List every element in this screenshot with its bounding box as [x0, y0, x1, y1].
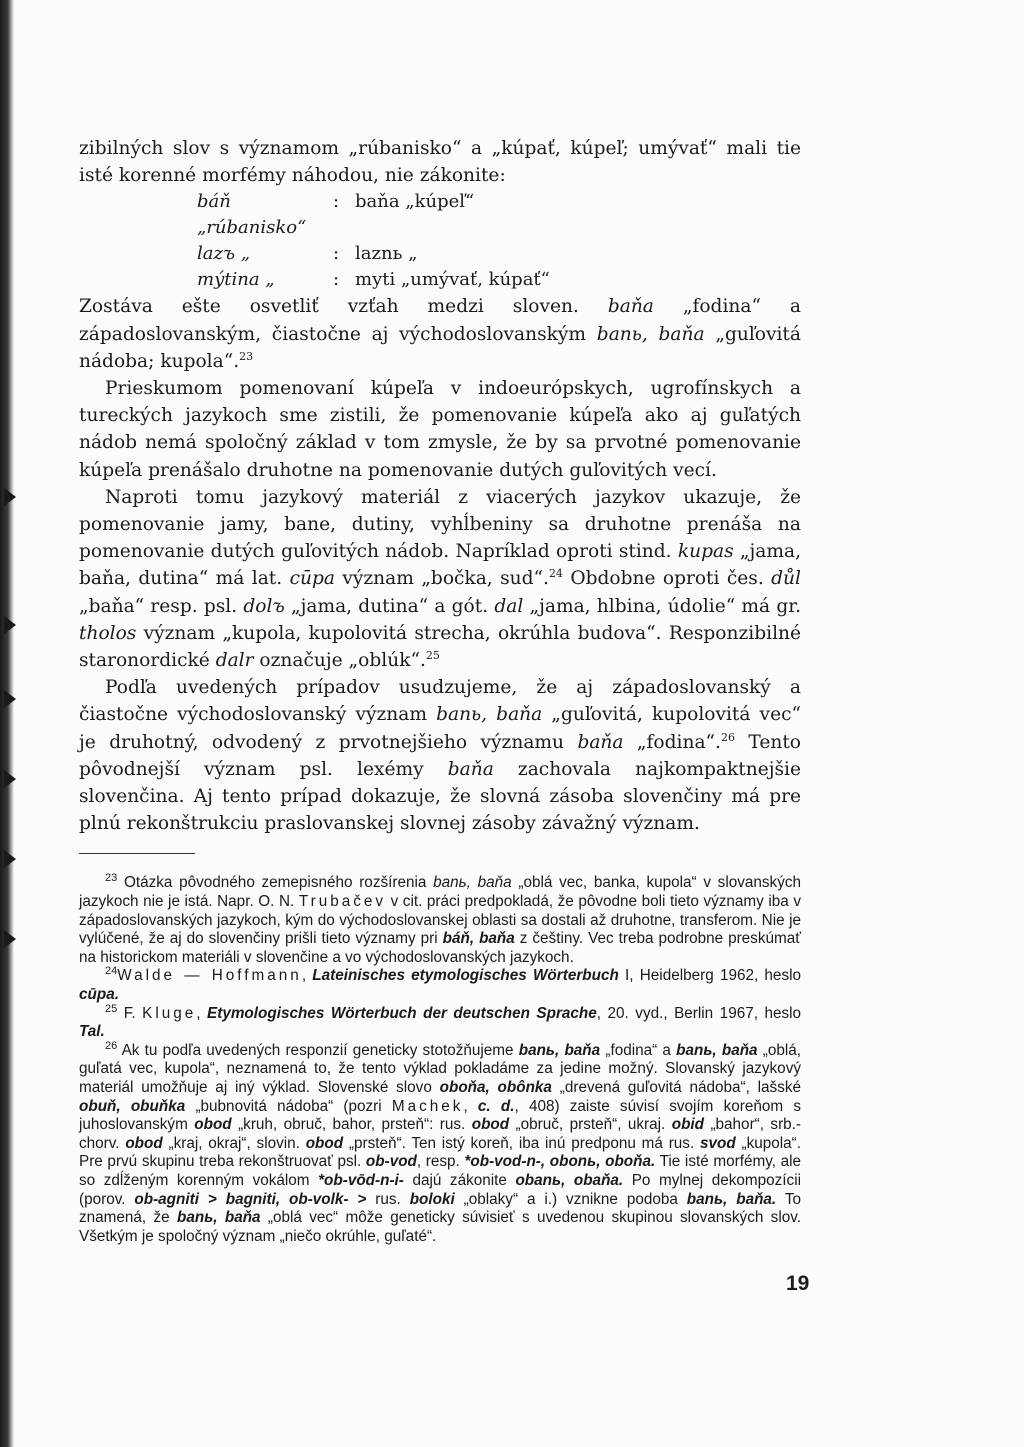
- page-number: 19: [786, 1272, 810, 1295]
- paragraph-3: Prieskumom pomenovaní kúpeľa v indoeurópskych, ugrofínskych a tureckých jazykoch sme zistili, že pomenovanie kúpeľa ako aj guľatých nádob nemá spoločný základ v tom zmysle, že by sa prvotné pomenovanie kúpeľa prenášalo druhotne na pomenovanie dutých guľovitých vecí.: [79, 378, 801, 481]
- table-cell: baňa „kúpeľ“: [355, 191, 475, 213]
- scan-mark: [4, 930, 16, 948]
- table-cell: báň „rúbanisko“: [197, 191, 307, 239]
- table-cell: myti „umývať, kúpať“: [355, 269, 550, 291]
- footnote-ref: 26: [720, 730, 735, 744]
- scan-mark: [4, 690, 16, 708]
- paragraph-4: Naproti tomu jazykový materiál z viacerých jazykov ukazuje, že pomenovanie jamy, bane, dutiny, vyhĺbeniny sa druhotne prenáša na pomenovanie dutých guľovitých nádob. Napríklad oproti stind. kupas „jama, baňa, dutina“ má lat. cūpa význam „bočka, sud“.$^{24}$ Obdobne oproti čes. důl „baňa“ resp. psl. dolъ „jama, dutina“ a gót. dal „jama, hlbina, údolie“ má gr. tholos význam „kupola, kupolovitá strecha, okrúhla budova“. Responzibilné staronordické dalr označuje „oblúk“.$^{25}$: [79, 486, 801, 672]
- table-cell: laznь „: [355, 243, 418, 265]
- footnote-23: $^{23}$ Otázka pôvodného zemepisného rozšírenia banь, baňa „oblá vec, banka, kupola“ v slovanských jazykoch nie je istá. Napr. O. N. Trubačev v cit. práci predpokladá, že pôvodne boli tieto významy iba v západoslovanských jazykoch, kým do východoslovanskej oblasti sa dostali až druhotne, transferom. Nie je vylúčené, že aj do slovenčiny prišli tieto významy pri báň, baňa z češtiny. Vec treba podrobne preskúmať na historickom materiáli v slovenčine a vo východoslovanských jazykoch.: [79, 872, 802, 966]
- footnote-25: $^{25}$ F. Kluge, Etymologisches Wörterbuch der deutschen Sprache, 20. vyd., Berlin 1967, heslo Tal.: [79, 1002, 802, 1041]
- table-cell: :: [332, 269, 340, 291]
- paragraph-5: Podľa uvedených prípadov usudzujeme, že aj západoslovanský a čiastočne východoslovanský význam banь, baňa „guľovitá, kupolovitá vec“ je druhotný, odvodený z prvotnejšieho významu baňa „fodina“.$^{26}$ Tento pôvodnejší význam psl. lexémy baňa zachovala najkompaktnejšie slovenčina. Aj tento prípad dokazuje, že slovná zásoba slovenčiny má pre plnú rekonštrukciu praslovanskej slovnej zásoby závažný význam.: [79, 677, 801, 835]
- table-cell: :: [332, 243, 340, 265]
- page-body: [79, 135, 801, 1246]
- footnote-ref: 24: [548, 567, 563, 581]
- scan-mark: [4, 850, 16, 868]
- footnote-24: $^{24}$Walde — Hoffmann, Lateinisches etymologisches Wörterbuch I, Heidelberg 1962, heslo cūpa.: [79, 965, 801, 1004]
- correspondence-table: [197, 189, 801, 293]
- table-cell: mýtina „: [197, 269, 275, 291]
- table-cell: :: [332, 191, 340, 213]
- scan-mark: [4, 616, 16, 634]
- paragraph-2: Zostáva ešte osvetliť vzťah medzi sloven. baňa „fodina“ a západoslovanským, čiastočne aj východoslovanským banь, baňa „guľovitá nádoba; kupola“.$^{23}$: [79, 296, 802, 372]
- scan-mark: [4, 488, 16, 506]
- table-cell: lazъ „: [197, 243, 251, 265]
- footnote-26: $^{26}$ Ak tu podľa uvedených responzií geneticky stotožňujeme banь, baňa „fodina“ a banь, baňa „oblá, guľatá vec, kupola“, neznamená to, že tento výklad pokladáme za jedine možný. Slovanský jazykový materiál umožňuje aj iný výklad. Slovenské slovo oboňa, obônka „drevená guľovitá nádoba“, lašské obuň, obuňka „bubnovitá nádoba“ (pozri Machek, c. d., 408) zaiste súvisí svojím koreňom s juhoslovanským obod „kruh, obruč, bahor, prsteň“: rus. obod „obruč, prsteň“, ukraj. obid „bahor“, srb.-chorv. obod „kraj, okraj“, slovin. obod „prsteň“. Ten istý koreň, iba inú predponu má rus. svod „kupola“. Pre prvú skupinu treba rekonštruovať psl. ob-vod, resp. *ob-vod-n-, obonь, oboňa. Tie isté morfémy, ale so zdĺženým korenným vokálom *ob-vōd-n-i- dajú zákonite obanь, obaňa. Po mylnej dekompozícii (porov. ob-agniti > bagniti, ob-volk- > rus. boloki „oblaky“ a i.) vznikne podoba banь, baňa. To znamená, že banь, baňa „oblá vec“ môže geneticky súvisieť s uvedenou skupinou slovanských slov. Všetkým je spoločný význam „niečo okrúhle, guľaté“.: [79, 1039, 802, 1245]
- paragraph-1: zibilných slov s významom „rúbanisko“ a „kúpať, kúpeľ; umývať“ mali tie isté korenné morfémy náhodou, nie zákonite:: [79, 138, 801, 187]
- scan-edge: [0, 0, 14, 1447]
- scan-mark: [4, 770, 16, 788]
- footnote-ref: 25: [425, 648, 440, 662]
- footnote-ref: 23: [239, 349, 254, 363]
- footnote-divider: [79, 853, 195, 854]
